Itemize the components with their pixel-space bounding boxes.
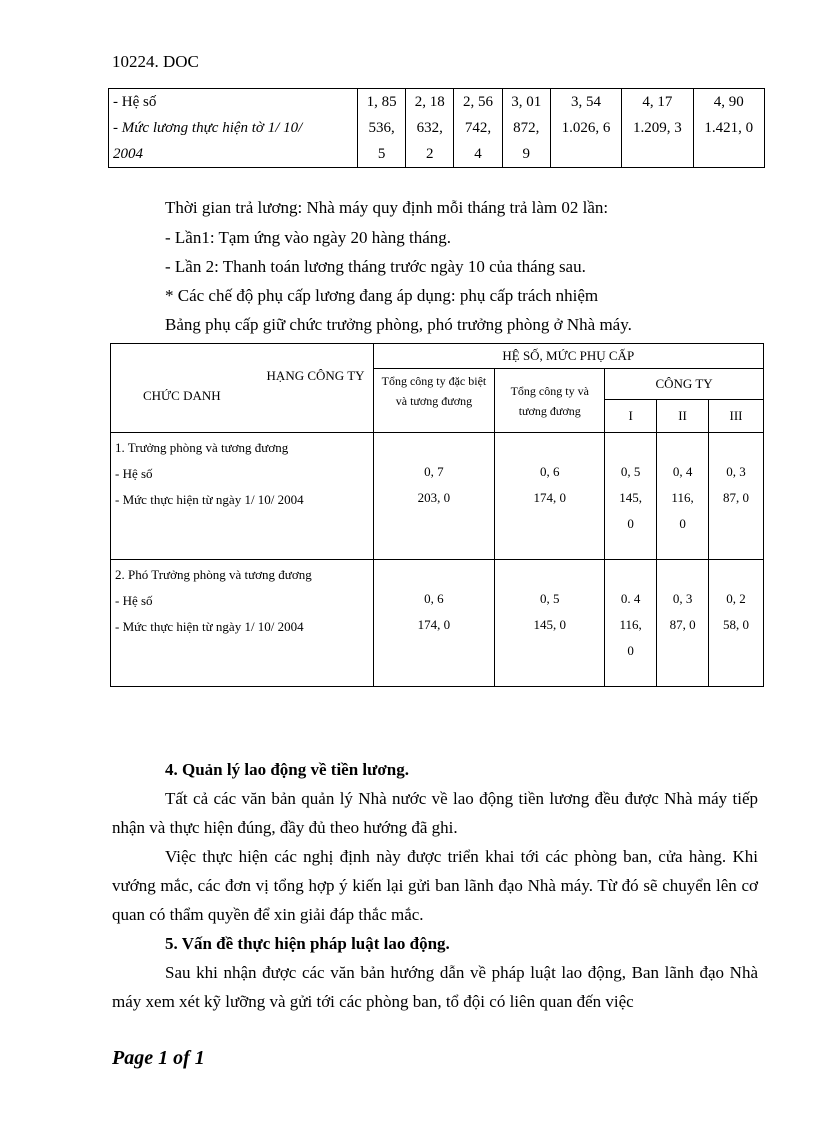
coef-label: - Hệ số — [115, 593, 153, 608]
special-corp-header: Tổng công ty đặc biệt và tương đương — [373, 369, 495, 433]
wage-value-cont: 9 — [522, 146, 530, 162]
grade-1-value — [605, 560, 657, 687]
section-body — [112, 755, 758, 1016]
wage-label-year: 2004 — [113, 146, 143, 162]
wage-value: 145, — [619, 490, 642, 505]
grade-2-header: II — [657, 400, 709, 433]
grade-3-value — [709, 433, 764, 560]
wage-value: 174, 0 — [533, 490, 566, 505]
grade-2-value — [657, 560, 709, 687]
wage-value: 536, — [368, 120, 395, 136]
coef-value: 0, 7 — [424, 464, 444, 479]
coef-value: 1, 85 — [366, 94, 397, 110]
wage-value-cont: 4 — [474, 146, 482, 162]
salary-table — [108, 88, 765, 168]
section-5-paragraph-1: Sau khi nhận được các văn bản hướng dẫn về pháp luật lao động, Ban lãnh đạo Nhà máy xem xét kỹ lưỡng và gửi tới các phòng ban, tổ đội có liên quan đến việc — [112, 963, 758, 1011]
coef-value: 0, 6 — [424, 591, 444, 606]
company-header: CÔNG TY — [605, 369, 764, 400]
wage-value-cont: 0 — [679, 516, 686, 531]
special-value — [373, 433, 495, 560]
value-cell — [622, 89, 693, 168]
role-cell — [111, 560, 374, 687]
company-rank-header: HẠNG CÔNG TY — [266, 368, 365, 383]
wage-value-cont: 0 — [627, 643, 634, 658]
wage-value: 116, — [619, 617, 642, 632]
wage-value: 1.209, 3 — [633, 120, 682, 136]
wage-label: - Mức lương thực hiện tờ 1/ 10/ — [113, 120, 303, 136]
coef-value: 4, 17 — [642, 94, 673, 110]
header-corner-cell — [111, 344, 374, 433]
grade-3-header: III — [709, 400, 764, 433]
coef-value: 3, 54 — [571, 94, 601, 110]
value-cell — [502, 89, 550, 168]
table-row — [111, 560, 764, 687]
paragraph-allowance: * Các chế độ phụ cấp lương đang áp dụng: phụ cấp trách nhiệm — [165, 286, 599, 305]
coef-value: 0. 4 — [620, 591, 641, 606]
position-header: CHỨC DANH — [143, 388, 221, 403]
paragraph-advance: - Lần1: Tạm ứng vào ngày 20 hàng tháng. — [165, 228, 452, 247]
coef-value: 0, 3 — [726, 464, 746, 479]
general-corp-header: Tổng công ty và tương đương — [495, 369, 605, 433]
coef-value: 2, 56 — [463, 94, 493, 110]
coef-value: 0, 5 — [539, 591, 560, 606]
grade-3-value — [709, 560, 764, 687]
wage-value: 632, — [416, 120, 443, 136]
wage-value: 1.026, 6 — [561, 120, 611, 136]
value-cell — [406, 89, 454, 168]
general-value — [495, 560, 605, 687]
grade-1-value — [605, 433, 657, 560]
coef-value: 0, 3 — [672, 591, 693, 606]
section-4-heading: 4. Quản lý lao động về tiền lương. — [165, 760, 409, 779]
coefficient-group-header: HỆ SỐ, MỨC PHỤ CẤP — [373, 344, 763, 369]
section-4-paragraph-2: Việc thực hiện các nghị định này được triển khai tới các phòng ban, cửa hàng. Khi vướng mắc, các đơn vị tổng hợp ý kiến lại gửi ban lãnh đạo Nhà máy. Từ đó sẽ chuyển lên cơ quan có thẩm quyền để xin giải đáp thắc mắc. — [112, 847, 758, 924]
value-cell — [693, 89, 764, 168]
coef-label: - Hệ số — [113, 94, 157, 110]
allowance-table — [110, 343, 764, 687]
wage-value: 1.421, 0 — [704, 120, 754, 136]
row-label-cell — [109, 89, 358, 168]
paragraph-settlement: - Lần 2: Thanh toán lương tháng trước ngày 10 của tháng sau. — [165, 257, 586, 276]
coef-value: 4, 90 — [713, 94, 744, 110]
coef-value: 2, 18 — [414, 94, 445, 110]
wage-label: - Mức thực hiện từ ngày 1/ 10/ 2004 — [115, 492, 304, 507]
value-cell — [358, 89, 406, 168]
document-filename: 10224. DOC — [112, 52, 199, 71]
role-title: 2. Phó Trưởng phòng và tương đương — [115, 567, 312, 582]
wage-value: 872, — [513, 120, 540, 136]
paragraph-table-caption: Bảng phụ cấp giữ chức trưởng phòng, phó trưởng phòng ở Nhà máy. — [165, 315, 632, 334]
wage-label: - Mức thực hiện từ ngày 1/ 10/ 2004 — [115, 619, 304, 634]
role-cell — [111, 433, 374, 560]
coef-value: 0, 5 — [620, 464, 641, 479]
section-5-heading: 5. Vấn đề thực hiện pháp luật lao động. — [165, 934, 450, 953]
wage-value: 58, 0 — [723, 617, 750, 632]
coef-value: 0, 6 — [539, 464, 560, 479]
general-value — [495, 433, 605, 560]
table-row — [111, 433, 764, 560]
section-4-paragraph-1: Tất cả các văn bản quản lý Nhà nước về lao động tiền lương đều được Nhà máy tiếp nhận và thực hiện đúng, đầy đủ theo hướng đã ghi. — [112, 789, 758, 837]
value-cell — [550, 89, 621, 168]
page-footer: Page 1 of 1 — [112, 1047, 205, 1069]
wage-value: 174, 0 — [417, 617, 451, 632]
grade-2-value — [657, 433, 709, 560]
grade-1-header: I — [605, 400, 657, 433]
wage-value-cont: 0 — [627, 516, 634, 531]
wage-value: 116, — [671, 490, 694, 505]
paragraph-pay-schedule: Thời gian trả lương: Nhà máy quy định mỗi tháng trả làm 02 lần: — [165, 198, 609, 217]
wage-value-cont: 5 — [377, 146, 386, 162]
wage-value: 145, 0 — [533, 617, 566, 632]
role-title: 1. Trưởng phòng và tương đương — [115, 440, 289, 455]
wage-value: 87, 0 — [669, 617, 696, 632]
value-cell — [454, 89, 502, 168]
coef-value: 0, 4 — [672, 464, 693, 479]
coef-value: 3, 01 — [511, 94, 542, 110]
coef-value: 0, 2 — [726, 591, 746, 606]
coef-label: - Hệ số — [115, 466, 153, 481]
wage-value: 87, 0 — [723, 490, 750, 505]
special-value — [373, 560, 495, 687]
wage-value: 742, — [464, 120, 492, 136]
wage-value-cont: 2 — [426, 146, 434, 162]
table-row — [109, 89, 765, 168]
wage-value: 203, 0 — [417, 490, 451, 505]
